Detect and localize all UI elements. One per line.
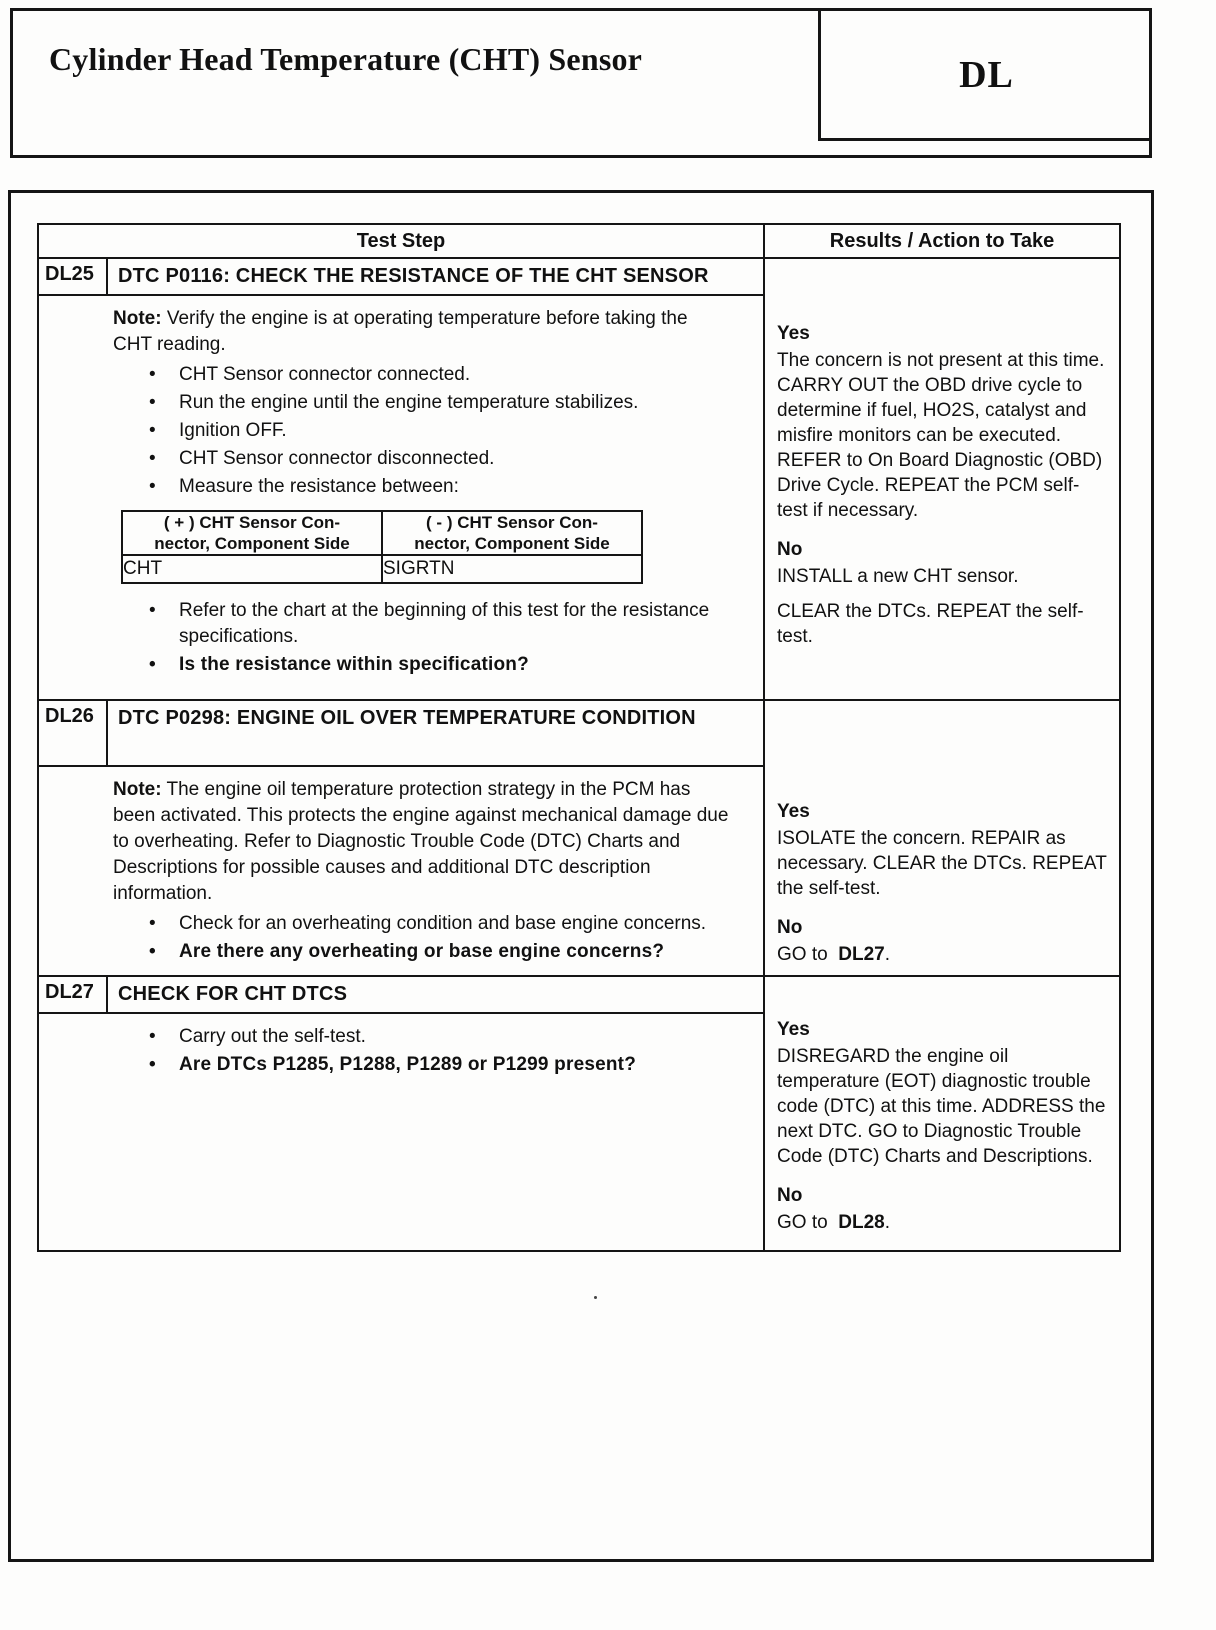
connector-table-header: ( + ) CHT Sensor Con- nector, Component Side xyxy=(122,511,382,555)
bullet-text: Run the engine until the engine temperature stabilizes. xyxy=(179,392,639,413)
bullet-text: Are there any overheating or base engine concerns? xyxy=(179,941,665,962)
result-label: No xyxy=(777,1185,803,1206)
step-id: DL25 xyxy=(38,258,107,295)
result-paragraph: INSTALL a new CHT sensor. xyxy=(777,566,1019,587)
column-header-row xyxy=(38,224,1120,258)
bullet-text: CHT Sensor connector connected. xyxy=(179,364,471,385)
bullet-text: Ignition OFF. xyxy=(179,420,287,441)
note-paragraph: Note: The engine oil temperature protection strategy in the PCM has been activated. This protects the engine against mechanical damage due to overheating. Refer to Diagnostic Trouble Code (DTC) Charts and Descriptions for possible causes and additional DTC description information. xyxy=(113,779,729,904)
diagnostic-table-head xyxy=(38,224,1120,258)
result-goto-target: DL28 xyxy=(838,1212,885,1233)
result-goto-target: DL27 xyxy=(838,944,885,965)
note-label: Note: xyxy=(113,308,162,329)
step-title: DTC P0116: CHECK THE RESISTANCE OF THE CHT SENSOR xyxy=(107,258,764,295)
bullet-icon: • xyxy=(149,941,156,962)
bullet-item xyxy=(149,418,735,444)
bullet-icon: • xyxy=(149,1054,156,1075)
section-code: DL xyxy=(959,53,1014,96)
bullet-text: CHT Sensor connector disconnected. xyxy=(179,448,495,469)
step-title: CHECK FOR CHT DTCS xyxy=(107,976,764,1013)
bullet-item xyxy=(149,598,735,650)
result-paragraph: CLEAR the DTCs. REPEAT the self-test. xyxy=(777,601,1084,647)
section-code-cell xyxy=(818,11,1152,141)
bullet-item xyxy=(149,362,735,388)
step-header-row-DL26 xyxy=(38,700,1120,766)
connector-table-cell: SIGRTN xyxy=(382,555,642,583)
bullet-text: Measure the resistance between: xyxy=(179,476,459,497)
result-paragraph: ISOLATE the concern. REPAIR as necessary. CLEAR the DTCs. REPEAT the self-test. xyxy=(777,828,1107,899)
bullet-icon: • xyxy=(149,600,156,621)
result-paragraph: The concern is not present at this time. CARRY OUT the OBD drive cycle to determine if fuel, HO2S, catalyst and misfire monitors can be executed. REFER to On Board Diagnostic (OBD) Drive Cycle. REPEAT the PCM self-test if necessary. xyxy=(777,350,1105,521)
bullet-icon: • xyxy=(149,420,156,441)
bullet-item xyxy=(149,1024,735,1050)
bullet-text: Check for an overheating condition and base engine concerns. xyxy=(179,913,707,934)
page-header xyxy=(10,8,1152,158)
note-label: Note: xyxy=(113,779,162,800)
step-results xyxy=(764,700,1120,976)
result-label: No xyxy=(777,539,803,560)
step-results xyxy=(764,258,1120,700)
bullet-item xyxy=(149,911,735,937)
bullet-icon: • xyxy=(149,448,156,469)
connector-table-header: ( - ) CHT Sensor Con- nector, Component Side xyxy=(382,511,642,555)
scan-artifact xyxy=(594,1296,597,1299)
note-paragraph: Note: Verify the engine is at operating temperature before taking the CHT reading. xyxy=(113,308,688,355)
bullet-item xyxy=(149,652,735,678)
bullet-item xyxy=(149,474,735,500)
connector-table-header-row xyxy=(122,511,642,555)
connector-table xyxy=(121,510,643,584)
column-header-test-step: Test Step xyxy=(38,224,764,258)
page-title-cell xyxy=(13,11,818,155)
bullet-icon: • xyxy=(149,476,156,497)
bullet-item xyxy=(149,939,735,965)
bullet-text: Is the resistance within specification? xyxy=(179,654,529,675)
result-label: Yes xyxy=(777,323,810,344)
bullet-item xyxy=(149,446,735,472)
bullet-item xyxy=(149,1052,735,1078)
bullet-icon: • xyxy=(149,654,156,675)
connector-table-cell: CHT xyxy=(122,555,382,583)
bullet-item xyxy=(149,390,735,416)
result-label: Yes xyxy=(777,801,810,822)
step-header-row-DL27 xyxy=(38,976,1120,1013)
diagnostic-table xyxy=(37,223,1121,1252)
step-results xyxy=(764,976,1120,1251)
result-goto: GO to DL27. xyxy=(777,944,891,965)
bullet-text: Are DTCs P1285, P1288, P1289 or P1299 present? xyxy=(179,1054,637,1075)
result-label: No xyxy=(777,917,803,938)
bullet-text: Carry out the self-test. xyxy=(179,1026,366,1047)
step-header-row-DL25 xyxy=(38,258,1120,295)
content-frame xyxy=(8,190,1154,1562)
diagnostic-table-body xyxy=(38,258,1120,1251)
step-id: DL27 xyxy=(38,976,107,1013)
column-header-results: Results / Action to Take xyxy=(764,224,1120,258)
step-body xyxy=(38,766,764,976)
bullet-icon: • xyxy=(149,364,156,385)
result-label: Yes xyxy=(777,1019,810,1040)
step-title: DTC P0298: ENGINE OIL OVER TEMPERATURE CONDITION xyxy=(107,700,764,766)
bullet-icon: • xyxy=(149,1026,156,1047)
result-paragraph: DISREGARD the engine oil temperature (EOT) diagnostic trouble code (DTC) at this time. ADDRESS the next DTC. GO to Diagnostic Trouble Code (DTC) Charts and Descriptions. xyxy=(777,1046,1106,1167)
bullet-icon: • xyxy=(149,392,156,413)
step-body xyxy=(38,1013,764,1251)
step-id: DL26 xyxy=(38,700,107,766)
connector-table-row xyxy=(122,555,642,583)
page-title: Cylinder Head Temperature (CHT) Sensor xyxy=(49,41,643,77)
bullet-text: Refer to the chart at the beginning of this test for the resistance specifications. xyxy=(179,600,710,647)
step-body xyxy=(38,295,764,700)
bullet-icon: • xyxy=(149,913,156,934)
result-goto: GO to DL28. xyxy=(777,1212,891,1233)
